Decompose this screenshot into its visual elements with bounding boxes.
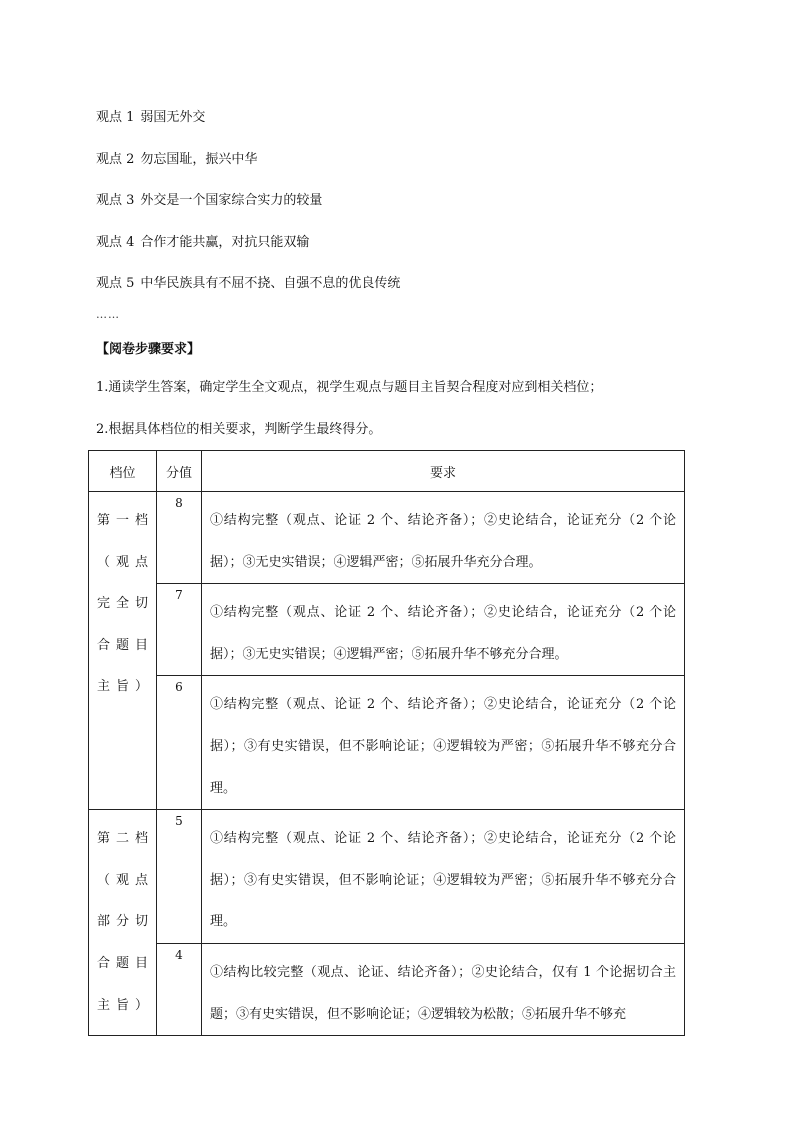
viewpoint-4: [96, 233, 309, 253]
table-row: [89, 810, 685, 944]
step-1: 1.通读学生答案，确定学生全文观点，视学生观点与题目主旨契合程度对应到相关档位；: [96, 380, 603, 395]
header-score: 分值: [157, 451, 202, 492]
requirement-cell: ①结构完整（观点、论证 2 个、结论齐备）；②史论结合，论证充分（2 个论据）；③有史实错误，但不影响论证；④逻辑较为严密；⑤拓展升华不够充分合理。: [202, 810, 685, 944]
viewpoint-label: 观点 5: [96, 276, 135, 291]
tier-label: 第一档（观点完全切合题目主旨）: [89, 492, 157, 810]
viewpoint-label: 观点 2: [96, 152, 135, 167]
grading-table: [88, 450, 685, 1036]
requirement-cell: ①结构比较完整（观点、论证、结论齐备）；②史论结合，仅有 1 个论据切合主题；③有史实错误，但不影响论证；④逻辑较为松散；⑤拓展升华不够充: [202, 943, 685, 1035]
requirement-cell: ①结构完整（观点、论证 2 个、结论齐备）；②史论结合，论证充分（2 个论据）；③无史实错误；④逻辑严密；⑤拓展升华不够充分合理。: [202, 584, 685, 676]
requirement-cell: ①结构完整（观点、论证 2 个、结论齐备）；②史论结合，论证充分（2 个论据）；③有史实错误，但不影响论证；④逻辑较为严密；⑤拓展升华不够充分合理。: [202, 676, 685, 810]
section-title: 【阅卷步骤要求】: [96, 342, 201, 357]
score-cell: 4: [157, 943, 202, 1035]
table-row: [89, 943, 685, 1035]
requirement-cell: ①结构完整（观点、论证 2 个、结论齐备）；②史论结合，论证充分（2 个论据）；③无史实错误；④逻辑严密；⑤拓展升华充分合理。: [202, 492, 685, 584]
viewpoint-text: 合作才能共赢，对抗只能双输: [140, 235, 310, 250]
viewpoint-3: [96, 191, 322, 211]
score-cell: 8: [157, 492, 202, 584]
viewpoint-text: 中华民族具有不屈不挠、自强不息的优良传统: [140, 276, 401, 291]
viewpoint-1: [96, 108, 205, 128]
table-header-row: [89, 451, 685, 492]
score-cell: 6: [157, 676, 202, 810]
viewpoint-2: [96, 150, 257, 170]
step-2: 2.根据具体档位的相关要求，判断学生最终得分。: [96, 422, 382, 437]
table-row: [89, 584, 685, 676]
viewpoint-label: 观点 4: [96, 235, 135, 250]
viewpoint-5: [96, 274, 400, 294]
viewpoint-label: 观点 3: [96, 193, 135, 208]
table-row: [89, 492, 685, 584]
header-requirement: 要求: [202, 451, 685, 492]
header-tier: 档位: [89, 451, 157, 492]
score-cell: 5: [157, 810, 202, 944]
score-cell: 7: [157, 584, 202, 676]
viewpoint-text: 勿忘国耻，振兴中华: [140, 152, 258, 167]
viewpoint-text: 弱国无外交: [140, 110, 206, 125]
table-row: [89, 676, 685, 810]
viewpoint-label: 观点 1: [96, 110, 135, 125]
ellipsis: ……: [96, 308, 120, 321]
tier-label: 第二档（观点部分切合题目主旨）: [89, 810, 157, 1036]
viewpoint-text: 外交是一个国家综合实力的较量: [140, 193, 323, 208]
